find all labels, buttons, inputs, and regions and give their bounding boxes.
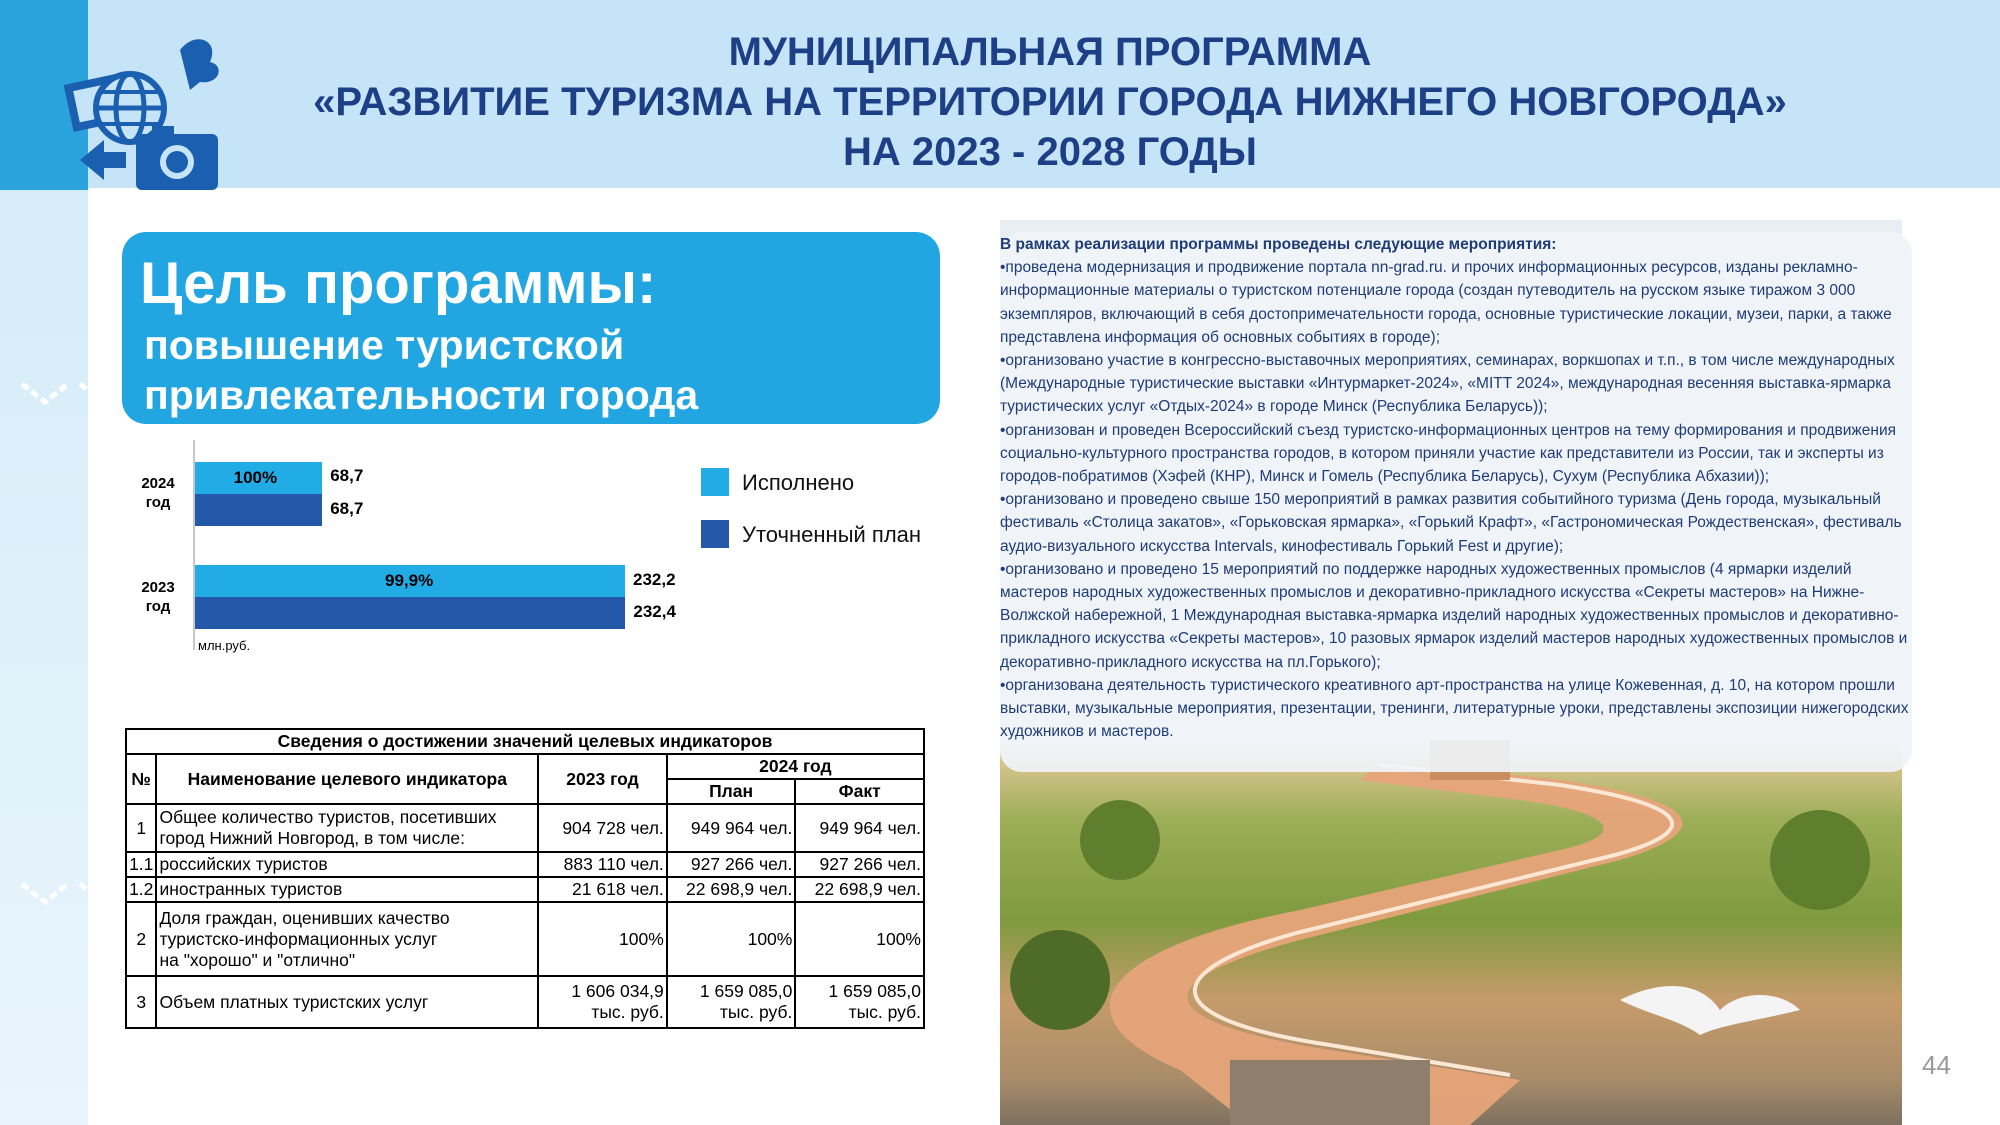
legend-label-plan: Уточненный план — [742, 522, 922, 547]
row-value-fact: 927 266 чел. — [795, 852, 924, 877]
indicators-table — [125, 728, 925, 1029]
row-name-line: на "хорошо" и "отлично" — [159, 949, 356, 970]
goal-box — [122, 232, 940, 424]
table-caption: Сведения о достижении значений целевых индикаторов — [126, 729, 924, 754]
row-value-2023: 21 618 чел. — [538, 877, 667, 902]
col-header-2023: 2023 год — [538, 754, 667, 804]
table-row — [126, 976, 924, 1028]
events-item: •проведена модернизация и продвижение портала nn-grad.ru. и прочих информационных ресурсов, изданы рекламно-информационные материалы о туристском потенциале города (создан путеводитель на русском языке тиражом 3 000 экземпляров, включающий в себя достопримечательности города, основные туристические локации, музеи, парки, а также представлена информация об основных событиях в городе); — [1000, 259, 1892, 346]
events-lead: В рамках реализации программы проведены следующие мероприятия: — [1000, 236, 1557, 253]
row-no: 1 — [126, 804, 156, 852]
col-header-no: № — [126, 754, 156, 804]
col-header-fact: Факт — [795, 779, 924, 804]
events-item: •организована деятельность туристического креативного арт-пространства на улице Кожевенная, д. 10, на котором прошли выставки, музыкальные мероприятия, презентации, тренинги, литературные уроки, представлены экспозиции нижегородских художников и мастеров. — [1000, 676, 1909, 741]
row-name-line: туристско-информационных услуг — [159, 928, 438, 949]
row-value-2023: 100% — [538, 902, 667, 976]
title-line-2: «РАЗВИТИЕ ТУРИЗМА НА ТЕРРИТОРИИ ГОРОДА НИЖНЕГО НОВГОРОДА» — [313, 80, 1787, 124]
row-value-plan: 1 659 085,0 тыс. руб. — [667, 976, 796, 1028]
category-label-2023: 2023 год — [141, 579, 175, 615]
page-number: 44 — [1922, 1050, 1951, 1080]
row-name-line: город Нижний Новгород, в том числе: — [159, 828, 466, 848]
row-value-plan: 949 964 чел. — [667, 804, 796, 852]
bar-plan-2023 — [195, 597, 625, 629]
chart-unit: млн.руб. — [198, 638, 251, 653]
events-item: •организовано и проведено свыше 150 мероприятий в рамках развития событийного туризма (День города, музыкальный фестиваль «Столица закатов», «Горьковская ярмарка», «Горький Крафт», «Гастрономическая Рождественская», фестиваль аудио-визуального искусства Intervals, кинофестиваль Горький Fest и другие); — [1000, 491, 1902, 555]
col-header-plan: План — [667, 779, 796, 804]
row-no: 1.1 — [126, 852, 156, 877]
col-header-2024: 2024 год — [667, 754, 924, 779]
category-label-2024: 2024 год — [141, 475, 175, 511]
row-value-2023: 1 606 034,9 тыс. руб. — [538, 976, 667, 1028]
bar-plan-2024 — [195, 494, 322, 526]
row-value-fact: 949 964 чел. — [795, 804, 924, 852]
row-value-plan: 22 698,9 чел. — [667, 877, 796, 902]
goal-heading: Цель программы: — [140, 251, 657, 316]
row-no: 3 — [126, 976, 156, 1028]
row-name — [156, 804, 538, 852]
value-label-executed-2024: 68,7 — [330, 466, 364, 485]
legend-swatch-executed — [701, 468, 729, 496]
row-name: Объем платных туристских услуг — [156, 976, 538, 1028]
value-label-plan-2023: 232,4 — [633, 602, 676, 621]
budget-bar-chart — [140, 440, 960, 670]
row-value-plan: 927 266 чел. — [667, 852, 796, 877]
row-no: 2 — [126, 902, 156, 976]
goal-line-1: повышение туристской — [144, 322, 625, 368]
row-name-line: Доля граждан, оценивших качество — [159, 907, 450, 928]
legend-swatch-plan — [701, 520, 729, 548]
events-item: •организован и проведен Всероссийский съезд туристско-информационных центров на тему формирования и продвижения социально-культурного пространства городов, в котором приняли участие как представители из России, так и эксперты из городов-побратимов (Хэфей (КНР), Минск и Гомель (Республика Беларусь), Сухум (Республика Абхазии)); — [1000, 421, 1897, 486]
bar-percent-label-2023: 99,9% — [385, 571, 434, 590]
goal-text — [144, 320, 698, 420]
table-row — [126, 852, 924, 877]
table-row — [126, 877, 924, 902]
events-item: •организовано участие в конгрессно-выставочных мероприятиях, семинарах, воркшопах и т.п., в том числе международных (Международные туристические выставки «Интурмаркет-2024», «MITT 2024», международная весенняя выставка-ярмарка туристических услуг «Отдых-2024» в городе Минск (Республика Беларусь)); — [1000, 352, 1895, 416]
table-row — [126, 804, 924, 852]
table-row — [126, 902, 924, 976]
row-value-plan: 100% — [667, 902, 796, 976]
value-label-plan-2024: 68,7 — [330, 499, 364, 518]
title-line-3: НА 2023 - 2028 ГОДЫ — [843, 130, 1257, 174]
goal-line-2: привлекательности города — [144, 372, 699, 418]
events-text — [1000, 233, 1910, 743]
row-value-2023: 883 110 чел. — [538, 852, 667, 877]
col-header-name: Наименование целевого индикатора — [156, 754, 538, 804]
row-value-fact: 1 659 085,0 тыс. руб. — [795, 976, 924, 1028]
row-name-line: Общее количество туристов, посетивших — [159, 807, 497, 827]
row-value-fact: 22 698,9 чел. — [795, 877, 924, 902]
row-value-2023: 904 728 чел. — [538, 804, 667, 852]
legend-label-executed: Исполнено — [742, 470, 855, 495]
bar-percent-label-2024: 100% — [233, 468, 278, 487]
row-name: иностранных туристов — [156, 877, 538, 902]
row-value-fact: 100% — [795, 902, 924, 976]
title-line-1: МУНИЦИПАЛЬНАЯ ПРОГРАММА — [728, 30, 1372, 74]
row-name: российских туристов — [156, 852, 538, 877]
row-no: 1.2 — [126, 877, 156, 902]
events-item: •организовано и проведено 15 мероприятий по поддержке народных художественных промыслов (4 ярмарки изделий мастеров народных художественных промыслов и декоративно-прикладного искусства «Секреты мастеров» на Нижне-Волжской набережной, 1 Международная выставка-ярмарка изделий народных художественных промыслов и декоративно-прикладного искусства «Секреты мастеров», 10 разовых ярмарок изделий мастеров народных художественных промыслов и декоративно-прикладного искусства на пл.Горького); — [1000, 560, 1908, 671]
row-name — [156, 902, 538, 976]
value-label-executed-2023: 232,2 — [633, 570, 676, 589]
